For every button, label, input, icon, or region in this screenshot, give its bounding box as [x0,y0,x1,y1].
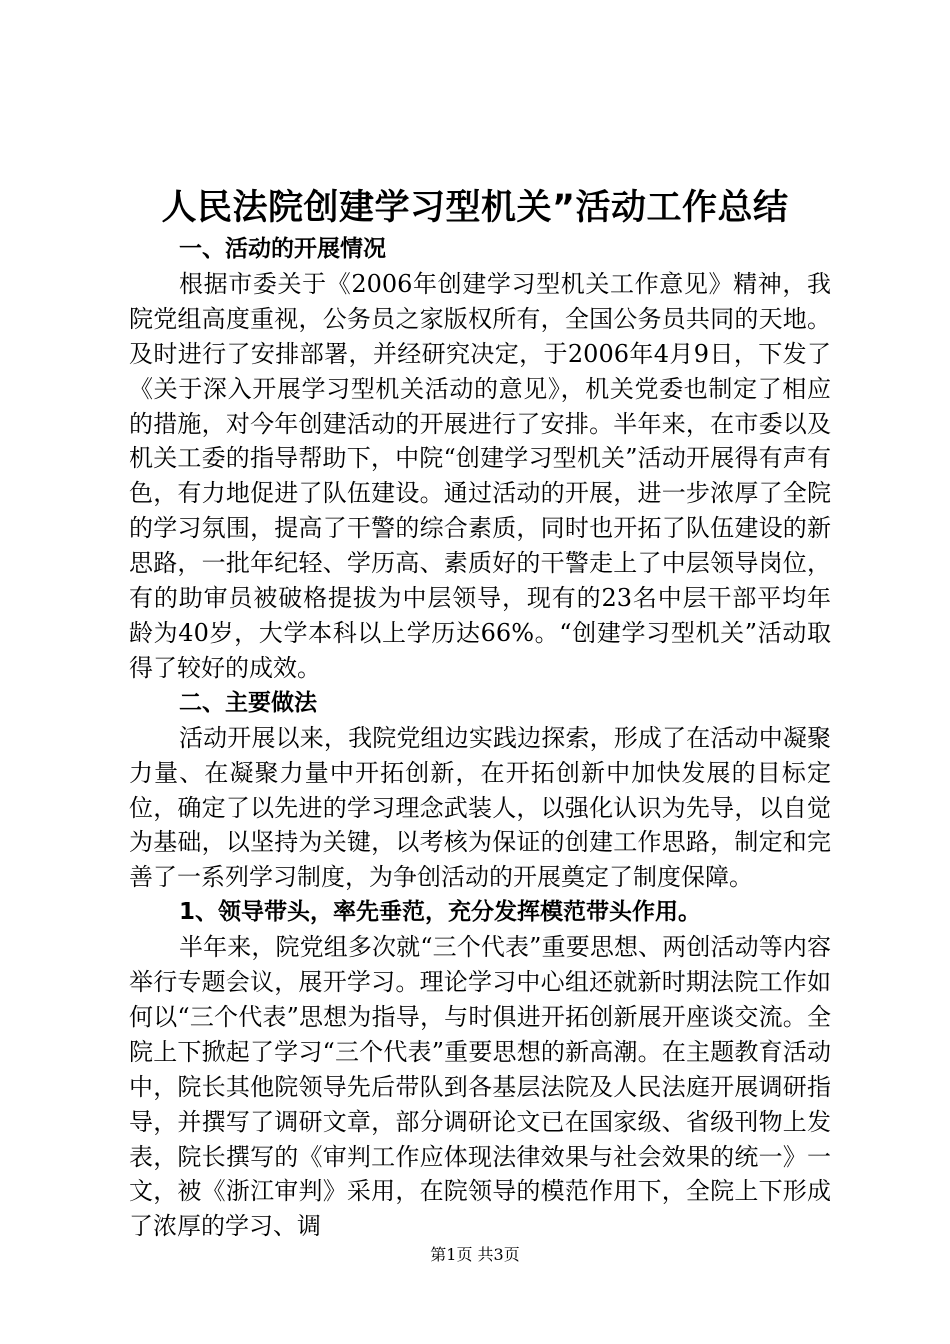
document-body [129,232,831,1244]
section-heading-1: 一、活动的开展情况 [179,236,386,262]
subsection-paragraph-1: 半年来，院党组多次就“三个代表”重要思想、两创活动等内容举行专题会议，展开学习。理论学习中心组还就新时期法院工作如何以“三个代表”思想为指导，与时俱进开拓创新展开座谈交流。全院上下掀起了学习“三个代表”重要思想的新高潮。在主题教育活动中，院长其他院领导先后带队到各基层法院及人民法庭开展调研指导，并撰写了调研文章，部分调研论文已在国家级、省级刊物上发表，院长撰写的《审判工作应体现法律效果与社会效果的统一》一文，被《浙江审判》采用，在院领导的模范作用下，全院上下形成了浓厚的学习、调 [129,933,831,1241]
section-heading-2: 二、主要做法 [179,689,317,716]
subsection-heading-1: 1、领导带头，率先垂范，充分发挥模范带头作用。 [179,899,702,926]
section-paragraph-2: 活动开展以来，我院党组边实践边探索，形成了在活动中凝聚力量、在凝聚力量中开拓创新，在开拓创新中加快发展的目标定位，确定了以先进的学习理念武装人，以强化认识为先导，以自觉为基础，以坚持为关键，以考核为保证的创建工作思路，制定和完善了一系列学习制度，为争创活动的开展奠定了制度保障。 [129,723,831,892]
page-footer: 第1页 共3页 [430,1245,520,1264]
section-paragraph-1: 根据市委关于《2006年创建学习型机关工作意见》精神，我院党组高度重视，公务员之家版权所有，全国公务员共同的天地。及时进行了安排部署，并经研究决定，于2006年4月9日，下发了《关于深入开展学习型机关活动的意见》，机关党委也制定了相应的措施，对今年创建活动的开展进行了安排。半年来，在市委以及机关工委的指导帮助下，中院“创建学习型机关”活动开展得有声有色，有力地促进了队伍建设。通过活动的开展，进一步浓厚了全院的学习氛围，提高了干警的综合素质，同时也开拓了队伍建设的新思路，一批年纪轻、学历高、素质好的干警走上了中层领导岗位，有的助审员被破格提拔为中层领导，现有的23名中层干部平均年龄为40岁，大学本科以上学历达66%。“创建学习型机关”活动取得了较好的成效。 [129,269,831,682]
document-title: 人民法院创建学习型机关”活动工作总结 [161,188,789,228]
